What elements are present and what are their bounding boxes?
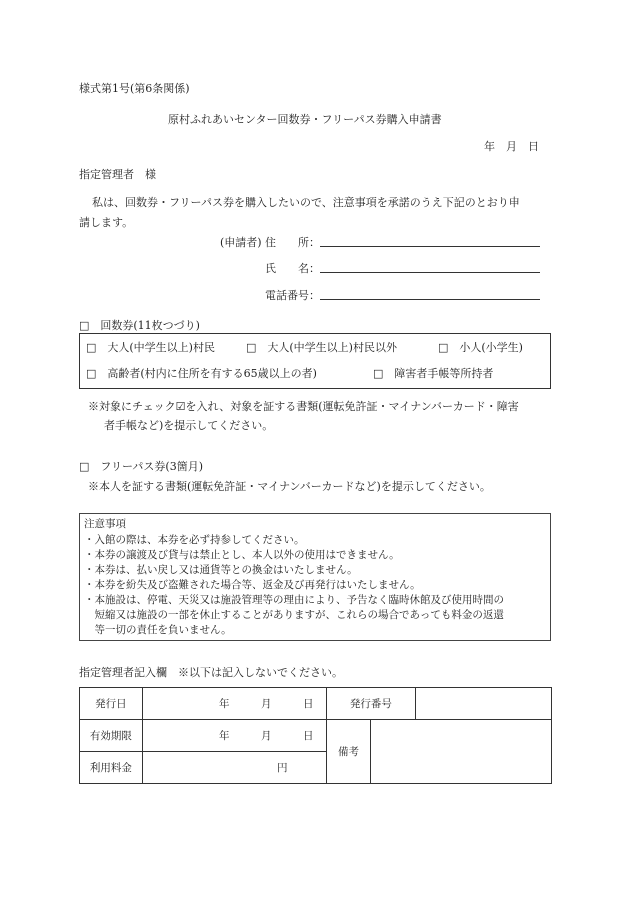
coupon-note-2: 者手帳など)を提示してください。 bbox=[104, 419, 274, 432]
phone-field[interactable] bbox=[320, 299, 540, 300]
phone-label: 電話番号： bbox=[265, 289, 320, 302]
applicant-label: (申請者) bbox=[220, 236, 262, 249]
issue-number-label: 発行番号 bbox=[326, 688, 416, 720]
intro-line-1: 私は、回数券・フリーパス券を購入したいので、注意事項を承諾のうえ下記のとおり申 bbox=[92, 196, 520, 209]
notes-heading: 注意事項 bbox=[84, 518, 126, 530]
freepass-title[interactable]: □ フリーパス券(3箇月) bbox=[79, 460, 203, 473]
option-adult-resident[interactable]: □ 大人(中学生以上)村民 bbox=[86, 341, 215, 354]
coupon-title[interactable]: □ 回数券(11枚つづり) bbox=[79, 319, 200, 332]
notes-item: ・本券の譲渡及び貸与は禁止とし、本人以外の使用はできません。 bbox=[84, 549, 400, 561]
validity-value[interactable]: 年 月 日 bbox=[142, 720, 326, 752]
notes-item: 短縮又は施設の一部を休止することがありますが、これらの場合であっても料金の返還 bbox=[84, 609, 504, 621]
addressee: 指定管理者 様 bbox=[79, 168, 156, 181]
notes-item: ・入館の際は、本券を必ず持参してください。 bbox=[84, 534, 305, 546]
table-row bbox=[80, 688, 552, 720]
fee-label: 利用料金 bbox=[80, 752, 143, 784]
fee-unit[interactable]: 円 bbox=[142, 752, 326, 784]
name-field[interactable] bbox=[320, 272, 540, 273]
notes-item: ・本施設は、停電、天災又は施設管理等の理由により、予告なく臨時休館及び使用時間の bbox=[84, 594, 504, 606]
name-label: 氏 名： bbox=[265, 262, 320, 275]
option-adult-nonresident[interactable]: □ 大人(中学生以上)村民以外 bbox=[246, 341, 397, 354]
date-line: 年 月 日 bbox=[484, 140, 539, 153]
issue-number-field[interactable] bbox=[416, 688, 552, 720]
remarks-field[interactable] bbox=[371, 720, 552, 784]
table-row bbox=[80, 720, 552, 752]
admin-table bbox=[79, 687, 552, 784]
remarks-label: 備考 bbox=[326, 720, 371, 784]
option-child[interactable]: □ 小人(小学生) bbox=[438, 341, 523, 354]
form-number: 様式第1号(第6条関係) bbox=[79, 82, 190, 95]
page-title: 原村ふれあいセンター回数券・フリーパス券購入申請書 bbox=[168, 113, 442, 126]
address-field[interactable] bbox=[320, 246, 540, 247]
address-label: 住 所： bbox=[265, 236, 320, 249]
notes-item: 等一切の責任を負いません。 bbox=[84, 624, 232, 636]
notes-item: ・本券は、払い戻し又は通貨等との換金はいたしません。 bbox=[84, 564, 358, 576]
option-disabled[interactable]: □ 障害者手帳等所持者 bbox=[373, 367, 494, 380]
coupon-note-1: ※対象にチェック☑を入れ、対象を証する書類(運転免許証・マイナンバーカード・障害 bbox=[88, 400, 519, 413]
notes-box bbox=[79, 513, 551, 641]
notes-item: ・本券を紛失及び盗難された場合等、返金及び再発行はいたしません。 bbox=[84, 579, 421, 591]
validity-label: 有効期限 bbox=[80, 720, 143, 752]
issue-date-value[interactable]: 年 月 日 bbox=[142, 688, 326, 720]
freepass-note: ※本人を証する書類(運転免許証・マイナンバーカードなど)を提示してください。 bbox=[88, 480, 491, 493]
option-elderly[interactable]: □ 高齢者(村内に住所を有する65歳以上の者) bbox=[86, 367, 317, 380]
intro-line-2: 請します。 bbox=[79, 216, 134, 229]
issue-date-label: 発行日 bbox=[80, 688, 143, 720]
admin-heading: 指定管理者記入欄 ※以下は記入しないでください。 bbox=[79, 666, 343, 679]
